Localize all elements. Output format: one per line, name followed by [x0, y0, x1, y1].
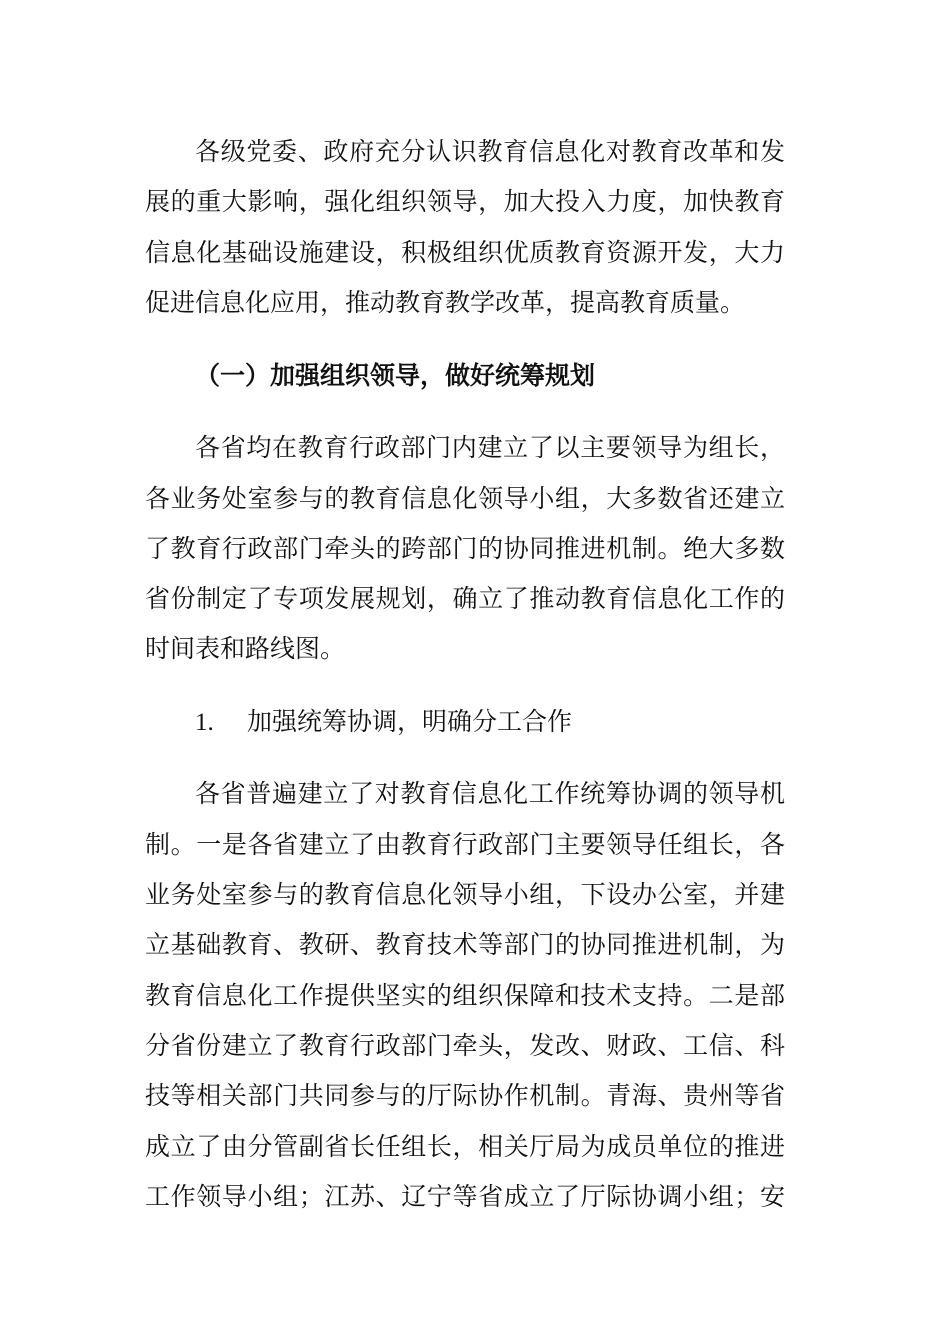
paragraph-2-line-2: 各业务处室参与的教育信息化领导小组，大多数省还建立: [145, 484, 785, 513]
paragraph-3-line-2: 制。一是各省建立了由教育行政部门主要领导任组长，各: [145, 830, 785, 859]
paragraph-2-line-4: 省份制定了专项发展规划，确立了推动教育信息化工作的: [145, 584, 785, 613]
paragraph-1-line-1: 各级党委、政府充分认识教育信息化对教育改革和发: [195, 137, 785, 166]
paragraph-2-line-5: 时间表和路线图。: [145, 634, 346, 663]
paragraph-3-line-9: 工作领导小组；江苏、辽宁等省成立了厅际协调小组；安: [145, 1182, 785, 1211]
numbered-subheading: [195, 707, 572, 737]
paragraph-3-line-5: 教育信息化工作提供坚实的组织保障和技术支持。二是部: [145, 981, 785, 1010]
paragraph-1-line-2: 展的重大影响，强化组织领导，加大投入力度，加快教育: [145, 187, 785, 216]
section-heading: （一）加强组织领导，做好统筹规划: [195, 361, 596, 390]
subheading-text: 加强统筹协调，明确分工合作: [247, 707, 573, 736]
paragraph-3-line-6: 分省份建立了教育行政部门牵头，发改、财政、工信、科: [145, 1031, 785, 1060]
paragraph-3-line-7: 技等相关部门共同参与的厅际协作机制。青海、贵州等省: [145, 1081, 785, 1110]
subheading-number: 1.: [195, 709, 214, 736]
paragraph-1-line-3: 信息化基础设施建设，积极组织优质教育资源开发，大力: [145, 238, 785, 267]
paragraph-3-line-1: 各省普遍建立了对教育信息化工作统筹协调的领导机: [195, 779, 785, 808]
paragraph-2-line-3: 了教育行政部门牵头的跨部门的协同推进机制。绝大多数: [145, 534, 785, 563]
paragraph-1-line-4: 促进信息化应用，推动教育教学改革，提高教育质量。: [145, 288, 746, 317]
paragraph-2-line-1: 各省均在教育行政部门内建立了以主要领导为组长，: [195, 433, 785, 462]
paragraph-3-line-4: 立基础教育、教研、教育技术等部门的协同推进机制，为: [145, 930, 785, 959]
paragraph-3-line-3: 业务处室参与的教育信息化领导小组，下设办公室，并建: [145, 880, 785, 909]
paragraph-3-line-8: 成立了由分管副省长任组长，相关厅局为成员单位的推进: [145, 1132, 785, 1161]
